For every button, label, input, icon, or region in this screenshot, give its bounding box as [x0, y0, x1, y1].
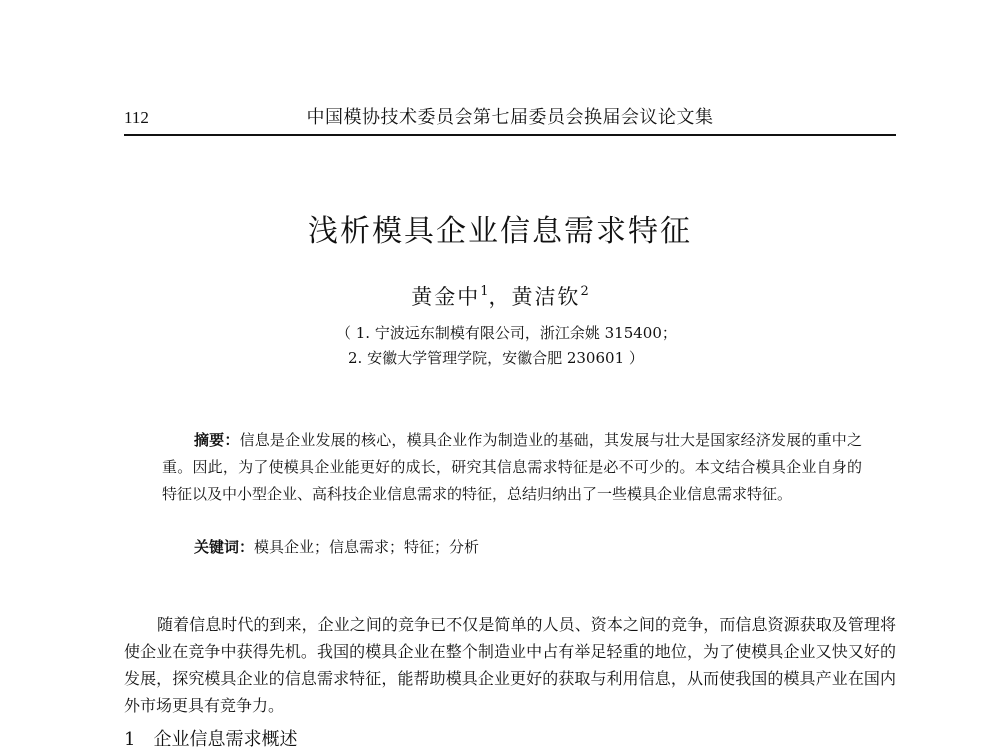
running-header: 中国模协技术委员会第七届委员会换届会议论文集 — [306, 107, 714, 128]
paper-title: 浅析模具企业信息需求特征 — [308, 214, 692, 250]
body-paragraph: 随着信息时代的到来，企业之间的竞争已不仅是简单的人员、资本之间的竞争，而信息资源获取及管理将使企业在竞争中获得先机。我国的模具企业在整个制造业中占有举足轻重的地位，为了使模具企业又快又好的发展，探究模具企业的信息需求特征，能帮助模具企业更好的获取与利用信息，从而使我国的模具产业在国内外市场更具有竞争力。 — [124, 615, 896, 715]
affiliation-line: （ 1. 宁波远东制模有限公司，浙江余姚 315400； — [336, 324, 677, 342]
keywords — [194, 534, 479, 561]
abstract-text: 信息是企业发展的核心，模具企业作为制造业的基础，其发展与壮大是国家经济发展的重中之重。因此，为了使模具企业能更好的成长，研究其信息需求特征是必不可少的。本文结合模具企业自身的特征以及中小型企业、高科技企业信息需求的特征，总结归纳出了一些模具企业信息需求特征。 — [162, 431, 862, 503]
affiliation-mark: 1 — [480, 284, 489, 299]
keywords-text: 模具企业；信息需求；特征；分析 — [254, 538, 480, 556]
author-separator: ， — [488, 285, 512, 309]
abstract-label: 摘要： — [194, 431, 240, 449]
author-name: 黄洁钦 — [511, 285, 581, 309]
page-number: 112 — [124, 108, 149, 127]
affiliation-mark: 2 — [580, 284, 589, 299]
header-rule — [124, 134, 896, 136]
section-heading: 1 企业信息需求概述 — [124, 729, 298, 750]
affiliation-line: 2. 安徽大学管理学院，安徽合肥 230601 ） — [348, 349, 644, 367]
author-name: 黄金中 — [411, 285, 481, 309]
author-line — [0, 278, 1000, 311]
abstract — [162, 427, 862, 508]
keywords-label: 关键词： — [194, 538, 255, 556]
